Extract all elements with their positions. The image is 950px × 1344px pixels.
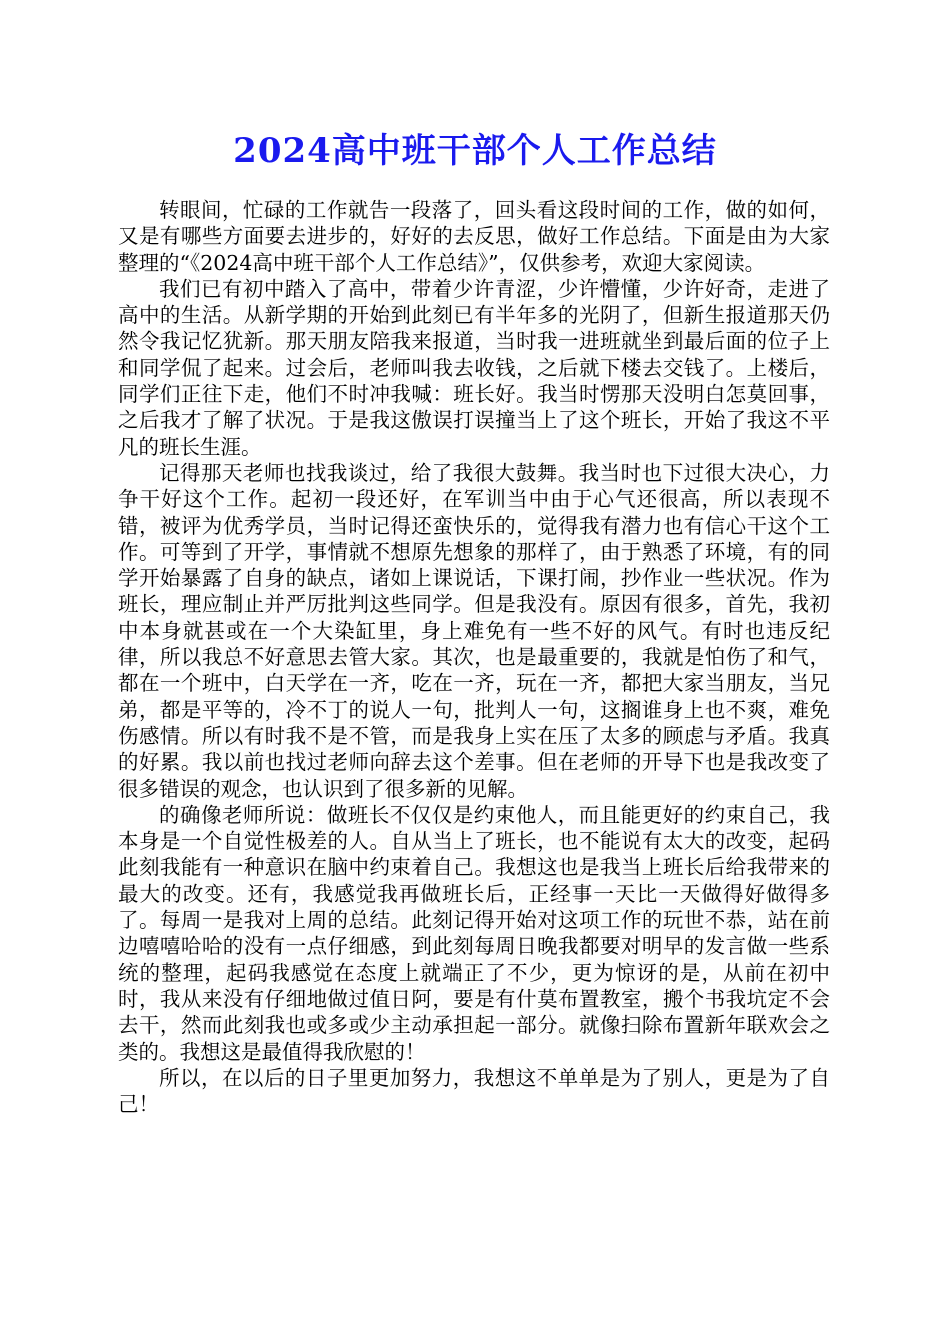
paragraph-entering-high-school: 我们已有初中踏入了高中，带着少许青涩，少许懵懂，少许好奇，走进了高中的生活。从新学期的开始到此刻已有半年多的光阴了，但新生报道那天仍然令我记忆犹新。那天朋友陪我来报道，当时我一进班就坐到最后面的位子上和同学侃了起来。过会后，老师叫我去收钱，之后就下楼去交钱了。上楼后，同学们正往下走，他们不时冲我喊：班长好。我当时愣那天没明白怎莫回事，之后我才了解了状况。于是我这傲误打误撞当上了这个班长，开始了我这不平凡的班长生涯。 [118,276,830,459]
document-title: 2024高中班干部个人工作总结 [233,131,717,171]
paragraph-self-discipline: 的确像老师所说：做班长不仅仅是约束他人，而且能更好的约束自己，我本身是一个自觉性极差的人。自从当上了班长，也不能说有太大的改变，起码此刻我能有一种意识在脑中约束着自己。我想这也是我当上班长后给我带来的最大的改变。还有，我感觉我再做班长后，正经事一天比一天做得好做得多了。每周一是我对上周的总结。此刻记得开始对这项工作的玩世不恭，站在前边嘻嘻哈哈的没有一点仔细感，到此刻每周日晚我都要对明早的发言做一些系统的整理，起码我感觉在态度上就端正了不少，更为惊讶的是，从前在初中时，我从来没有仔细地做过值日阿，要是有什莫布置教室，搬个书我坑定不会去干，然而此刻我也或多或少主动承担起一部分。就像扫除布置新年联欢会之类的。我想这是最值得我欣慰的！ [118,802,830,1064]
paragraph-conclusion: 所以，在以后的日子里更加努力，我想这不单单是为了别人，更是为了自己！ [118,1065,830,1117]
document-body [118,197,830,1117]
paragraph-teacher-encouragement: 记得那天老师也找我谈过，给了我很大鼓舞。我当时也下过很大决心，力争干好这个工作。起初一段还好，在军训当中由于心气还很高，所以表现不错，被评为优秀学员，当时记得还蛮快乐的，觉得我有潜力也有信心干这个工作。可等到了开学，事情就不想原先想象的那样了，由于熟悉了环境，有的同学开始暴露了自身的缺点，诸如上课说话，下课打闹，抄作业一些状况。作为班长，理应制止并严厉批判这些同学。但是我没有。原因有很多，首先，我初中本身就甚或在一个大染缸里，身上难免有一些不好的风气。有时也违反纪律，所以我总不好意思去管大家。其次，也是最重要的，我就是怕伤了和气，都在一个班中，白天学在一齐，吃在一齐，玩在一齐，都把大家当朋友，当兄弟，都是平等的，冷不丁的说人一句，批判人一句，这搁谁身上也不爽，难免伤感情。所以有时我不是不管，而是我身上实在压了太多的顾虑与矛盾。我真的好累。我以前也找过老师向辞去这个差事。但在老师的开导下也是我改变了很多错误的观念，也认识到了很多新的见解。 [118,460,830,801]
paragraph-intro: 转眼间，忙碌的工作就告一段落了，回头看这段时间的工作，做的如何，又是有哪些方面要去进步的，好好的去反思，做好工作总结。下面是由为大家整理的“《2024高中班干部个人工作总结》”，仅供参考，欢迎大家阅读。 [118,198,830,275]
